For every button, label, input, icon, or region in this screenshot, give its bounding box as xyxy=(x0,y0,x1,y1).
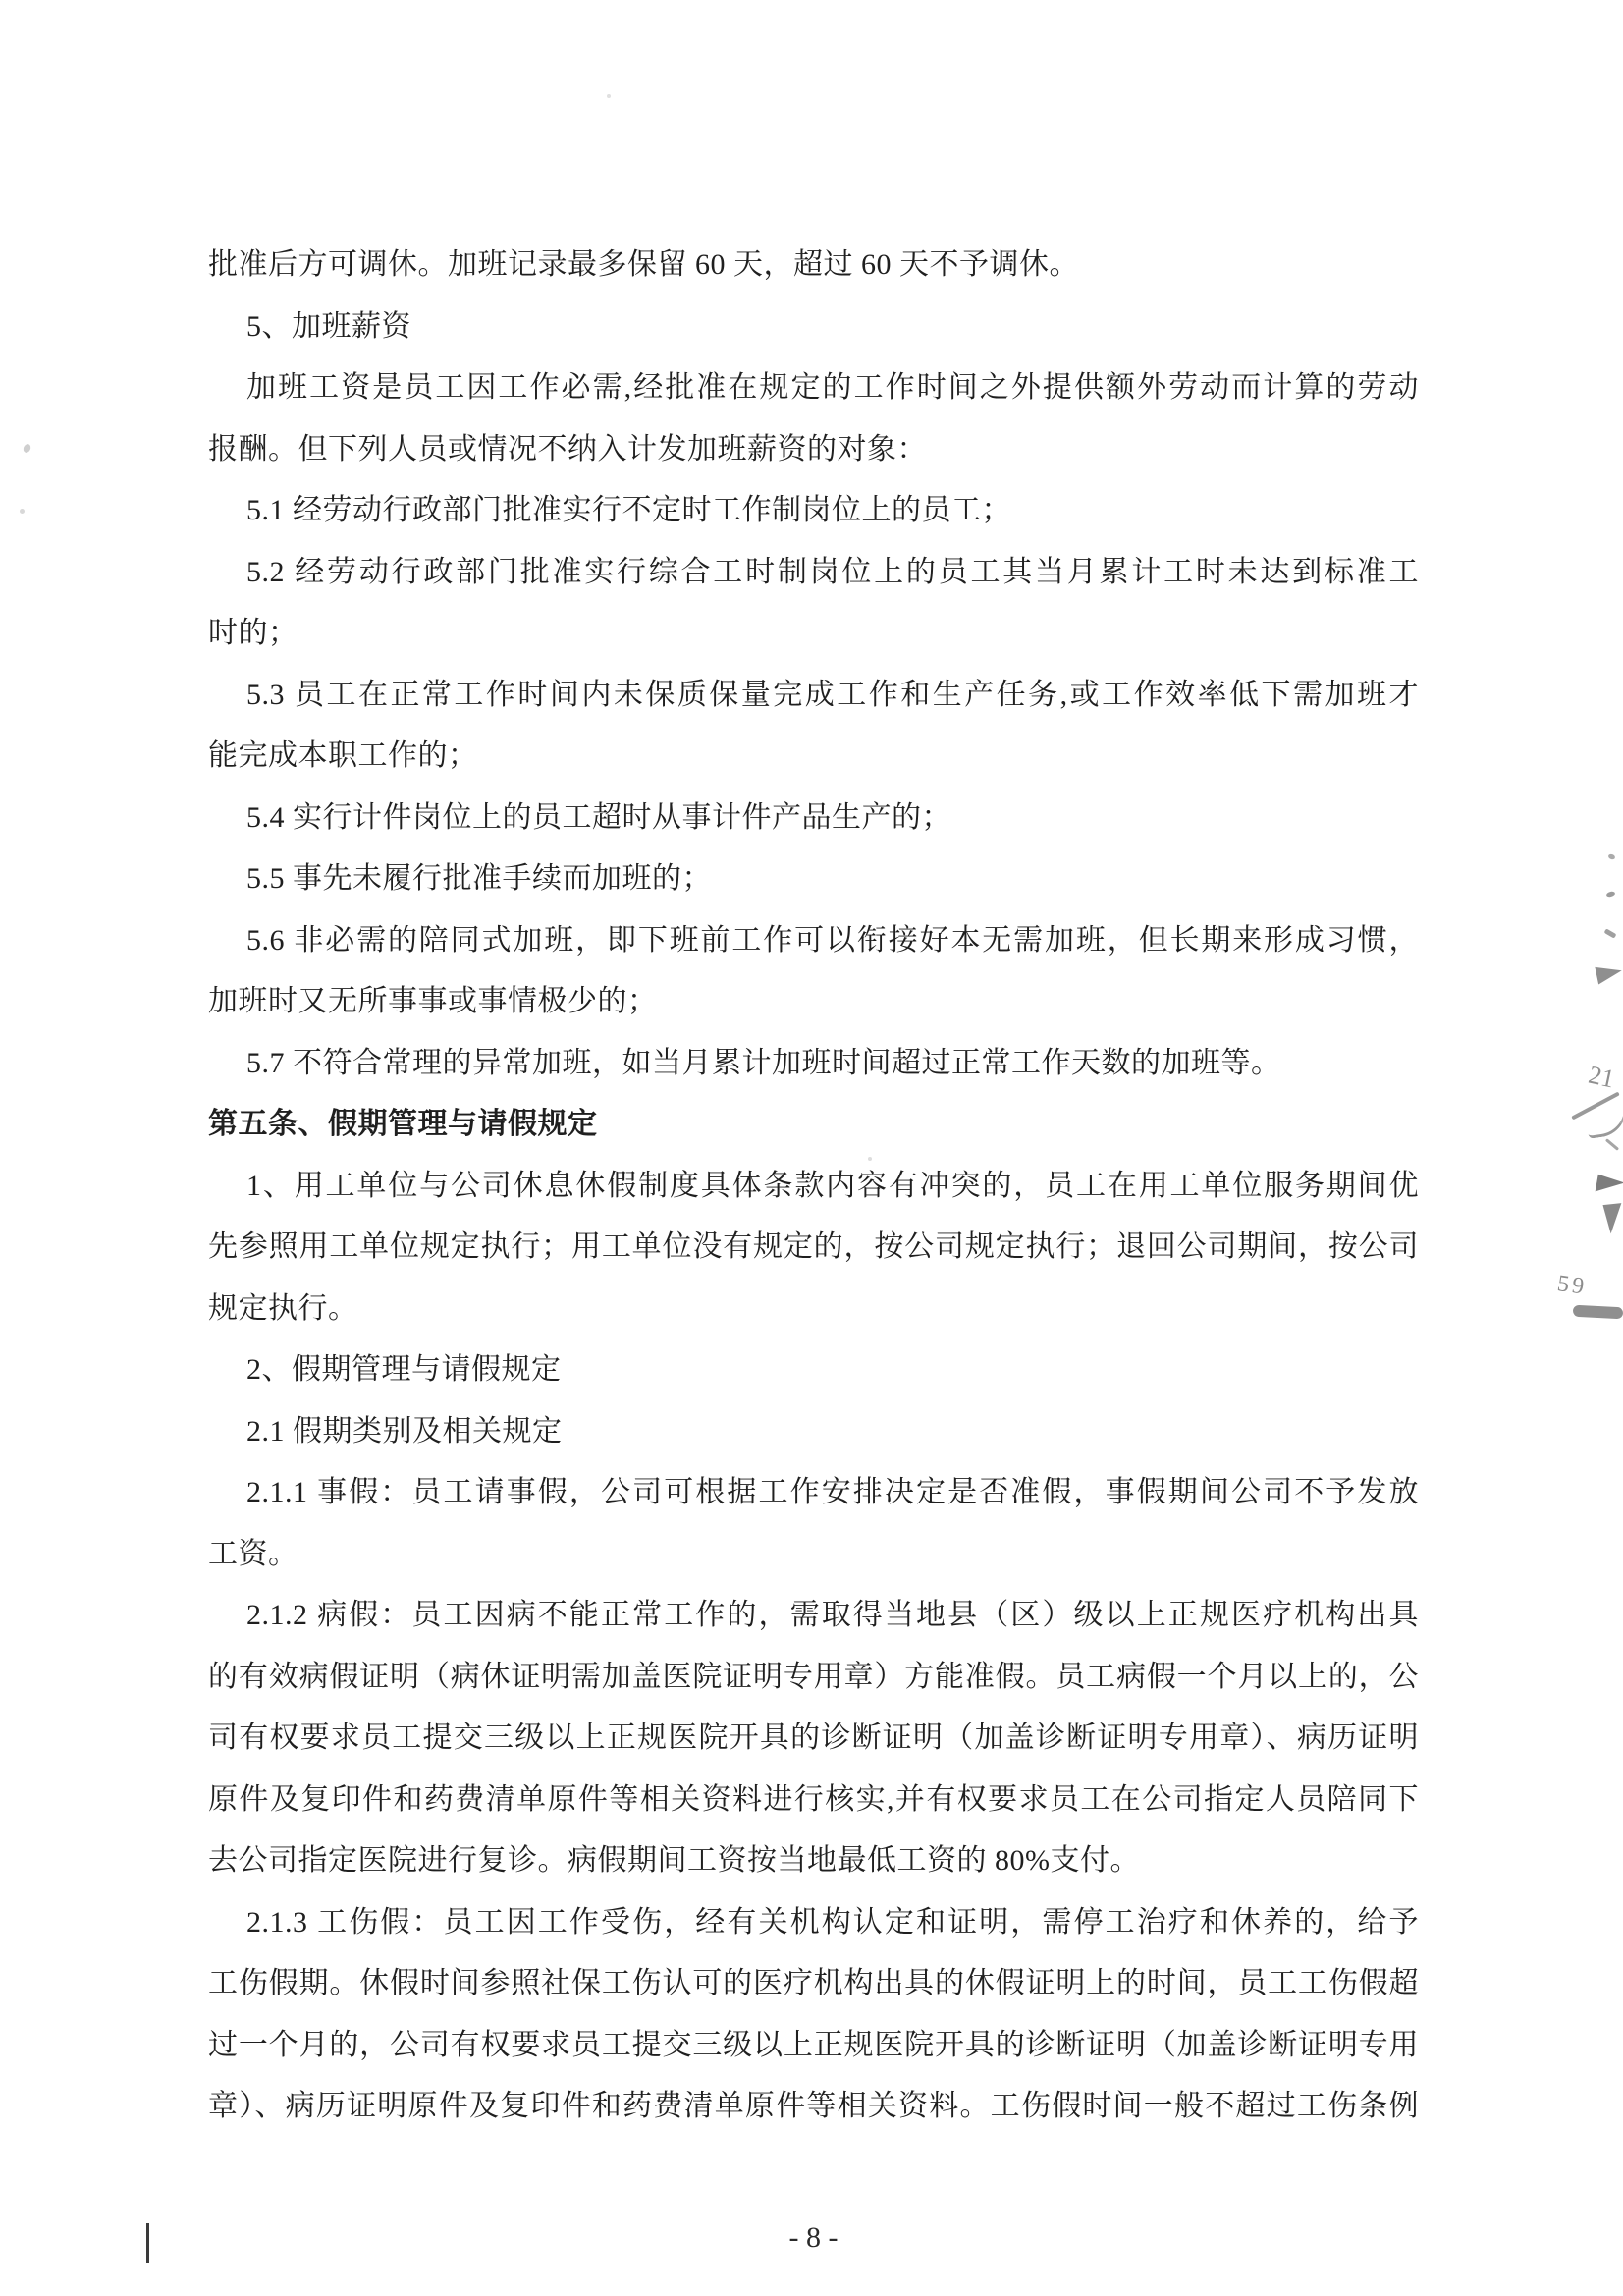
document-body xyxy=(208,235,1419,2138)
doc-line: 2.1.3 工伤假：员工因工作受伤，经有关机构认定和证明，需停工治疗和休养的，给予 xyxy=(246,1905,1419,1939)
scan-speck xyxy=(607,94,611,98)
doc-line: 司有权要求员工提交三级以上正规医院开具的诊断证明（加盖诊断证明专用章）、病历证明 xyxy=(208,1722,1419,1754)
pencil-arrowhead xyxy=(1595,961,1623,984)
doc-line: 1、用工单位与公司休息休假制度具体条款内容有冲突的，员工在用工单位服务期间优 xyxy=(246,1169,1419,1202)
doc-line: 能完成本职工作的； xyxy=(208,739,478,772)
pencil-wedge xyxy=(1596,1175,1623,1197)
doc-line: 加班时又无所事事或事情极少的； xyxy=(208,985,658,1017)
doc-line: 5.2 经劳动行政部门批准实行综合工时制岗位上的员工其当月累计工时未达到标准工 xyxy=(246,555,1419,588)
doc-line: 工伤假期。休假时间参照社保工伤认可的医疗机构出具的休假证明上的时间，员工工伤假超 xyxy=(208,1967,1419,1999)
pencil-speck xyxy=(1607,853,1615,860)
pencil-dash xyxy=(1604,928,1617,938)
doc-line: 规定执行。 xyxy=(208,1291,358,1325)
section-heading: 第五条、假期管理与请假规定 xyxy=(208,1108,598,1140)
doc-line: 2.1.1 事假：员工请事假，公司可根据工作安排决定是否准假，事假期间公司不予发放 xyxy=(246,1476,1419,1508)
doc-line: 原件及复印件和药费清单原件等相关资料进行核实,并有权要求员工在公司指定人员陪同下 xyxy=(208,1782,1419,1816)
pencil-hook-stroke xyxy=(1585,1105,1623,1139)
doc-line: 2.1 假期类别及相关规定 xyxy=(246,1414,563,1448)
doc-line: 章）、病历证明原件及复印件和药费清单原件等相关资料。工伤假时间一般不超过工伤条例 xyxy=(208,2090,1419,2122)
pencil-smudge xyxy=(1573,1305,1623,1320)
doc-line: 过一个月的，公司有权要求员工提交三级以上正规医院开具的诊断证明（加盖诊断证明专用 xyxy=(208,2028,1419,2061)
doc-line: 5.4 实行计件岗位上的员工超时从事计件产品生产的； xyxy=(246,800,951,834)
doc-line: 去公司指定医院进行复诊。病假期间工资按当地最低工资的 80%支付。 xyxy=(208,1844,1140,1877)
pencil-speck xyxy=(1606,891,1616,898)
page-number: - 8 - xyxy=(788,2221,839,2254)
doc-line: 5.5 事先未履行批准手续而加班的； xyxy=(246,862,712,895)
scan-speck xyxy=(22,443,31,454)
bottom-left-tick-mark xyxy=(146,2223,149,2263)
doc-line: 2.1.2 病假：员工因病不能正常工作的，需取得当地县（区）级以上正规医疗机构出具 xyxy=(246,1599,1419,1631)
margin-note-59: 59 xyxy=(1555,1271,1589,1300)
doc-line: 2、假期管理与请假规定 xyxy=(246,1353,562,1386)
pencil-stroke xyxy=(1605,1138,1619,1151)
doc-line: 批准后方可调休。加班记录最多保留 60 天，超过 60 天不予调休。 xyxy=(208,248,1079,281)
doc-line: 工资。 xyxy=(208,1537,298,1570)
doc-line: 加班工资是员工因工作必需,经批准在规定的工作时间之外提供额外劳动而计算的劳动 xyxy=(246,371,1419,404)
doc-line: 时的； xyxy=(208,617,298,649)
doc-line: 报酬。但下列人员或情况不纳入计发加班薪资的对象： xyxy=(208,432,927,465)
doc-line: 5.3 员工在正常工作时间内未保质保量完成工作和生产任务,或工作效率低下需加班才 xyxy=(246,678,1419,711)
doc-line: 5.1 经劳动行政部门批准实行不定时工作制岗位上的员工； xyxy=(246,494,1011,526)
doc-line: 的有效病假证明（病休证明需加盖医院证明专用章）方能准假。员工病假一个月以上的，公 xyxy=(208,1660,1419,1693)
margin-note-21: 21 xyxy=(1586,1060,1617,1094)
doc-line: 5、加班薪资 xyxy=(246,309,411,343)
doc-line: 5.6 非必需的陪同式加班，即下班前工作可以衔接好本无需加班，但长期来形成习惯， xyxy=(246,923,1419,957)
doc-line: 5.7 不符合常理的异常加班，如当月累计加班时间超过正常工作天数的加班等。 xyxy=(246,1046,1281,1079)
doc-line: 先参照用工单位规定执行；用工单位没有规定的，按公司规定执行；退回公司期间，按公司 xyxy=(208,1230,1419,1263)
pencil-wedge xyxy=(1602,1203,1623,1234)
scan-speck xyxy=(868,1157,872,1161)
scan-speck xyxy=(20,509,25,514)
